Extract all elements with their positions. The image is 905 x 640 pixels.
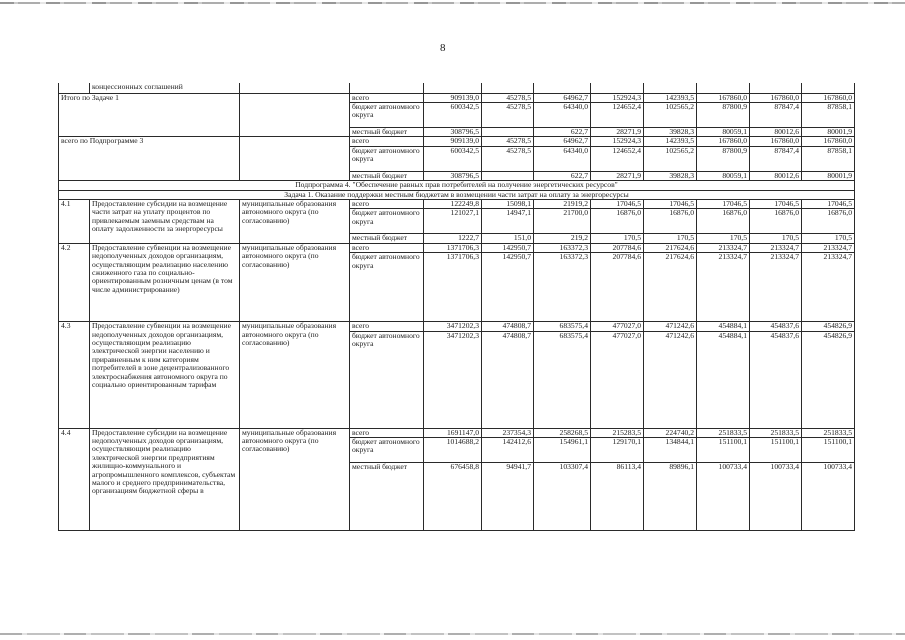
value-cell: 64340,0 — [534, 102, 591, 127]
value-cell: 122249,8 — [424, 199, 482, 208]
table-row — [59, 93, 855, 102]
value-cell: 16876,0 — [644, 209, 697, 234]
value-cell: 129170,1 — [591, 437, 644, 462]
value-cell: 17046,5 — [750, 199, 802, 208]
value-cell: 64340,0 — [534, 146, 591, 171]
value-cell: 142950,7 — [482, 243, 534, 252]
value-cell: 80012,6 — [750, 127, 802, 136]
table-row — [59, 428, 855, 437]
value-cell: 207784,6 — [591, 243, 644, 252]
budget-table — [58, 83, 855, 531]
value-cell: 167860,0 — [802, 137, 855, 146]
item-executor: муниципальные образования автономного округа (по согласованию) — [240, 199, 350, 243]
value-cell: 217624,6 — [644, 253, 697, 322]
value-cell: 152924,3 — [591, 93, 644, 102]
item-number: 4.1 — [59, 199, 90, 243]
value-cell: 17046,5 — [591, 199, 644, 208]
value-cell: 909139,0 — [424, 93, 482, 102]
value-cell: 151100,1 — [802, 437, 855, 462]
value-cell: 454884,1 — [697, 331, 750, 428]
funding-source: местный бюджет — [350, 171, 424, 180]
value-cell: 94941,7 — [482, 462, 534, 530]
value-cell: 17046,5 — [644, 199, 697, 208]
value-cell: 213324,7 — [802, 243, 855, 252]
value-cell: 454884,1 — [697, 322, 750, 331]
value-cell: 471242,6 — [644, 331, 697, 428]
value-cell: 87847,4 — [750, 102, 802, 127]
value-cell: 16876,0 — [802, 209, 855, 234]
table-row — [59, 83, 855, 93]
value-cell: 163372,3 — [534, 243, 591, 252]
scan-edge-bottom — [0, 633, 905, 635]
value-cell: 87858,1 — [802, 146, 855, 171]
funding-source: бюджет автономного округа — [350, 437, 424, 462]
item-number: 4.3 — [59, 322, 90, 428]
value-cell: 16876,0 — [591, 209, 644, 234]
value-cell: 89896,1 — [644, 462, 697, 530]
value-cell: 15098,1 — [482, 199, 534, 208]
item-number: 4.4 — [59, 428, 90, 530]
table-row — [59, 137, 855, 146]
value-cell: 251833,5 — [697, 428, 750, 437]
value-cell: 622,7 — [534, 127, 591, 136]
table-row — [59, 243, 855, 252]
value-cell: 167860,0 — [697, 137, 750, 146]
table-row — [59, 199, 855, 208]
value-cell: 224740,2 — [644, 428, 697, 437]
value-cell: 124652,4 — [591, 146, 644, 171]
scan-edge-top — [0, 2, 905, 4]
value-cell: 45278,5 — [482, 146, 534, 171]
funding-source: всего — [350, 243, 424, 252]
table-row — [59, 322, 855, 331]
value-cell: 213324,7 — [750, 243, 802, 252]
value-cell: 477027,0 — [591, 331, 644, 428]
subprogram-title: Подпрограмма 4. "Обеспечение равных прав потребителей на получение энергетических ресурсов" — [59, 181, 855, 190]
value-cell: 17046,5 — [802, 199, 855, 208]
value-cell: 28271,9 — [591, 171, 644, 180]
value-cell: 213324,7 — [697, 253, 750, 322]
value-cell: 87800,9 — [697, 146, 750, 171]
value-cell: 167860,0 — [750, 137, 802, 146]
value-cell: 251833,5 — [750, 428, 802, 437]
value-cell: 308796,5 — [424, 127, 482, 136]
funding-source: всего — [350, 322, 424, 331]
value-cell: 600342,5 — [424, 146, 482, 171]
value-cell: 471242,6 — [644, 322, 697, 331]
funding-source: бюджет автономного округа — [350, 102, 424, 127]
value-cell: 39828,3 — [644, 171, 697, 180]
value-cell: 167860,0 — [750, 93, 802, 102]
value-cell: 17046,5 — [697, 199, 750, 208]
funding-source: всего — [350, 93, 424, 102]
summary-label: Итого по Задаче 1 — [59, 93, 240, 137]
value-cell: 100733,4 — [697, 462, 750, 530]
funding-source: бюджет автономного округа — [350, 331, 424, 428]
funding-source: местный бюджет — [350, 234, 424, 243]
value-cell: 124652,4 — [591, 102, 644, 127]
value-cell: 163372,3 — [534, 253, 591, 322]
item-number: 4.2 — [59, 243, 90, 321]
funding-source: всего — [350, 428, 424, 437]
value-cell: 64962,7 — [534, 93, 591, 102]
value-cell: 80001,9 — [802, 171, 855, 180]
value-cell: 39828,3 — [644, 127, 697, 136]
value-cell: 3471202,3 — [424, 331, 482, 428]
funding-source: бюджет автономного округа — [350, 253, 424, 322]
funding-source: бюджет автономного округа — [350, 146, 424, 171]
value-cell: 683575,4 — [534, 322, 591, 331]
value-cell: 170,5 — [802, 234, 855, 243]
table-row — [59, 190, 855, 199]
value-cell: 16876,0 — [697, 209, 750, 234]
value-cell: 474808,7 — [482, 331, 534, 428]
fragment-cell: концессионных соглашений — [90, 83, 240, 93]
item-name: Предоставление субсидии на возмещение части затрат на уплату процентов по привлекаемым заемным средствам на оплату задолженности за энергоресурсы — [90, 199, 240, 243]
value-cell: 600342,5 — [424, 102, 482, 127]
value-cell: 676458,8 — [424, 462, 482, 530]
summary-label: всего по Подпрограмме 3 — [59, 137, 240, 181]
value-cell: 100733,4 — [750, 462, 802, 530]
value-cell: 152924,3 — [591, 137, 644, 146]
value-cell: 45278,5 — [482, 137, 534, 146]
funding-source: местный бюджет — [350, 127, 424, 136]
item-name: Предоставление субсидии на возмещение недополученных доходов организациям, осуществляющим реализацию электрической энергии предприятиям жилищно-коммунального и агропромышленного комплексов, субъектам малого и среднего предпринимательства, организациям бюджетной сферы в — [90, 428, 240, 530]
value-cell: 683575,4 — [534, 331, 591, 428]
value-cell: 45278,5 — [482, 102, 534, 127]
value-cell: 151,0 — [482, 234, 534, 243]
value-cell: 215283,5 — [591, 428, 644, 437]
value-cell: 170,5 — [750, 234, 802, 243]
value-cell: 622,7 — [534, 171, 591, 180]
item-name: Предоставление субвенции на возмещение недополученных доходов организациям, осуществляющим реализацию населению сжиженного газа по социально-ориентированным розничным ценам (в том числе администрирование) — [90, 243, 240, 321]
value-cell: 151100,1 — [750, 437, 802, 462]
value-cell: 134844,1 — [644, 437, 697, 462]
value-cell — [482, 171, 534, 180]
value-cell: 207784,6 — [591, 253, 644, 322]
value-cell: 170,5 — [697, 234, 750, 243]
value-cell: 454837,6 — [750, 331, 802, 428]
item-executor: муниципальные образования автономного округа (по согласованию) — [240, 428, 350, 530]
value-cell: 80001,9 — [802, 127, 855, 136]
value-cell: 1691147,0 — [424, 428, 482, 437]
budget-table-body — [59, 83, 855, 530]
value-cell: 167860,0 — [802, 93, 855, 102]
table-row — [59, 181, 855, 190]
value-cell: 477027,0 — [591, 322, 644, 331]
value-cell: 213324,7 — [697, 243, 750, 252]
value-cell: 213324,7 — [750, 253, 802, 322]
value-cell: 142393,5 — [644, 137, 697, 146]
value-cell: 142950,7 — [482, 253, 534, 322]
value-cell: 213324,7 — [802, 253, 855, 322]
item-name: Предоставление субвенции на возмещение недополученных доходов организациям, осуществляющим реализацию электрической энергии населению и приравненным к ним категориям потребителей в зоне децентрализованного электроснабжения автономного округа по социально ориентированным тарифам — [90, 322, 240, 428]
value-cell: 21919,2 — [534, 199, 591, 208]
value-cell: 251833,5 — [802, 428, 855, 437]
value-cell: 86113,4 — [591, 462, 644, 530]
value-cell: 142412,6 — [482, 437, 534, 462]
page-number: 8 — [440, 42, 446, 54]
value-cell: 142393,5 — [644, 93, 697, 102]
value-cell: 170,5 — [591, 234, 644, 243]
value-cell: 100733,4 — [802, 462, 855, 530]
value-cell: 80012,6 — [750, 171, 802, 180]
value-cell: 103307,4 — [534, 462, 591, 530]
funding-source: всего — [350, 137, 424, 146]
value-cell: 80059,1 — [697, 171, 750, 180]
value-cell: 102565,2 — [644, 102, 697, 127]
value-cell: 170,5 — [644, 234, 697, 243]
value-cell: 219,2 — [534, 234, 591, 243]
value-cell: 167860,0 — [697, 93, 750, 102]
value-cell: 14947,1 — [482, 209, 534, 234]
value-cell: 1371706,3 — [424, 243, 482, 252]
value-cell: 258268,5 — [534, 428, 591, 437]
value-cell: 64962,7 — [534, 137, 591, 146]
value-cell: 80059,1 — [697, 127, 750, 136]
value-cell: 1371706,3 — [424, 253, 482, 322]
value-cell: 28271,9 — [591, 127, 644, 136]
task-title: Задача 1. Оказание поддержки местным бюджетам в возмещении части затрат на оплату за энергоресурсы — [59, 190, 855, 199]
value-cell: 151100,1 — [697, 437, 750, 462]
value-cell: 154961,1 — [534, 437, 591, 462]
item-executor: муниципальные образования автономного округа (по согласованию) — [240, 243, 350, 321]
value-cell: 454826,9 — [802, 331, 855, 428]
value-cell: 909139,0 — [424, 137, 482, 146]
value-cell: 308796,5 — [424, 171, 482, 180]
value-cell: 102565,2 — [644, 146, 697, 171]
value-cell: 21700,0 — [534, 209, 591, 234]
value-cell: 1222,7 — [424, 234, 482, 243]
value-cell: 121027,1 — [424, 209, 482, 234]
funding-source: всего — [350, 199, 424, 208]
value-cell — [482, 127, 534, 136]
value-cell: 217624,6 — [644, 243, 697, 252]
value-cell: 474808,7 — [482, 322, 534, 331]
value-cell: 87800,9 — [697, 102, 750, 127]
item-executor: муниципальные образования автономного округа (по согласованию) — [240, 322, 350, 428]
value-cell: 3471202,3 — [424, 322, 482, 331]
value-cell: 87858,1 — [802, 102, 855, 127]
funding-source: местный бюджет — [350, 462, 424, 530]
value-cell: 454826,9 — [802, 322, 855, 331]
value-cell: 454837,6 — [750, 322, 802, 331]
funding-source: бюджет автономного округа — [350, 209, 424, 234]
value-cell: 237354,3 — [482, 428, 534, 437]
value-cell: 16876,0 — [750, 209, 802, 234]
value-cell: 1014688,2 — [424, 437, 482, 462]
value-cell: 87847,4 — [750, 146, 802, 171]
value-cell: 45278,5 — [482, 93, 534, 102]
